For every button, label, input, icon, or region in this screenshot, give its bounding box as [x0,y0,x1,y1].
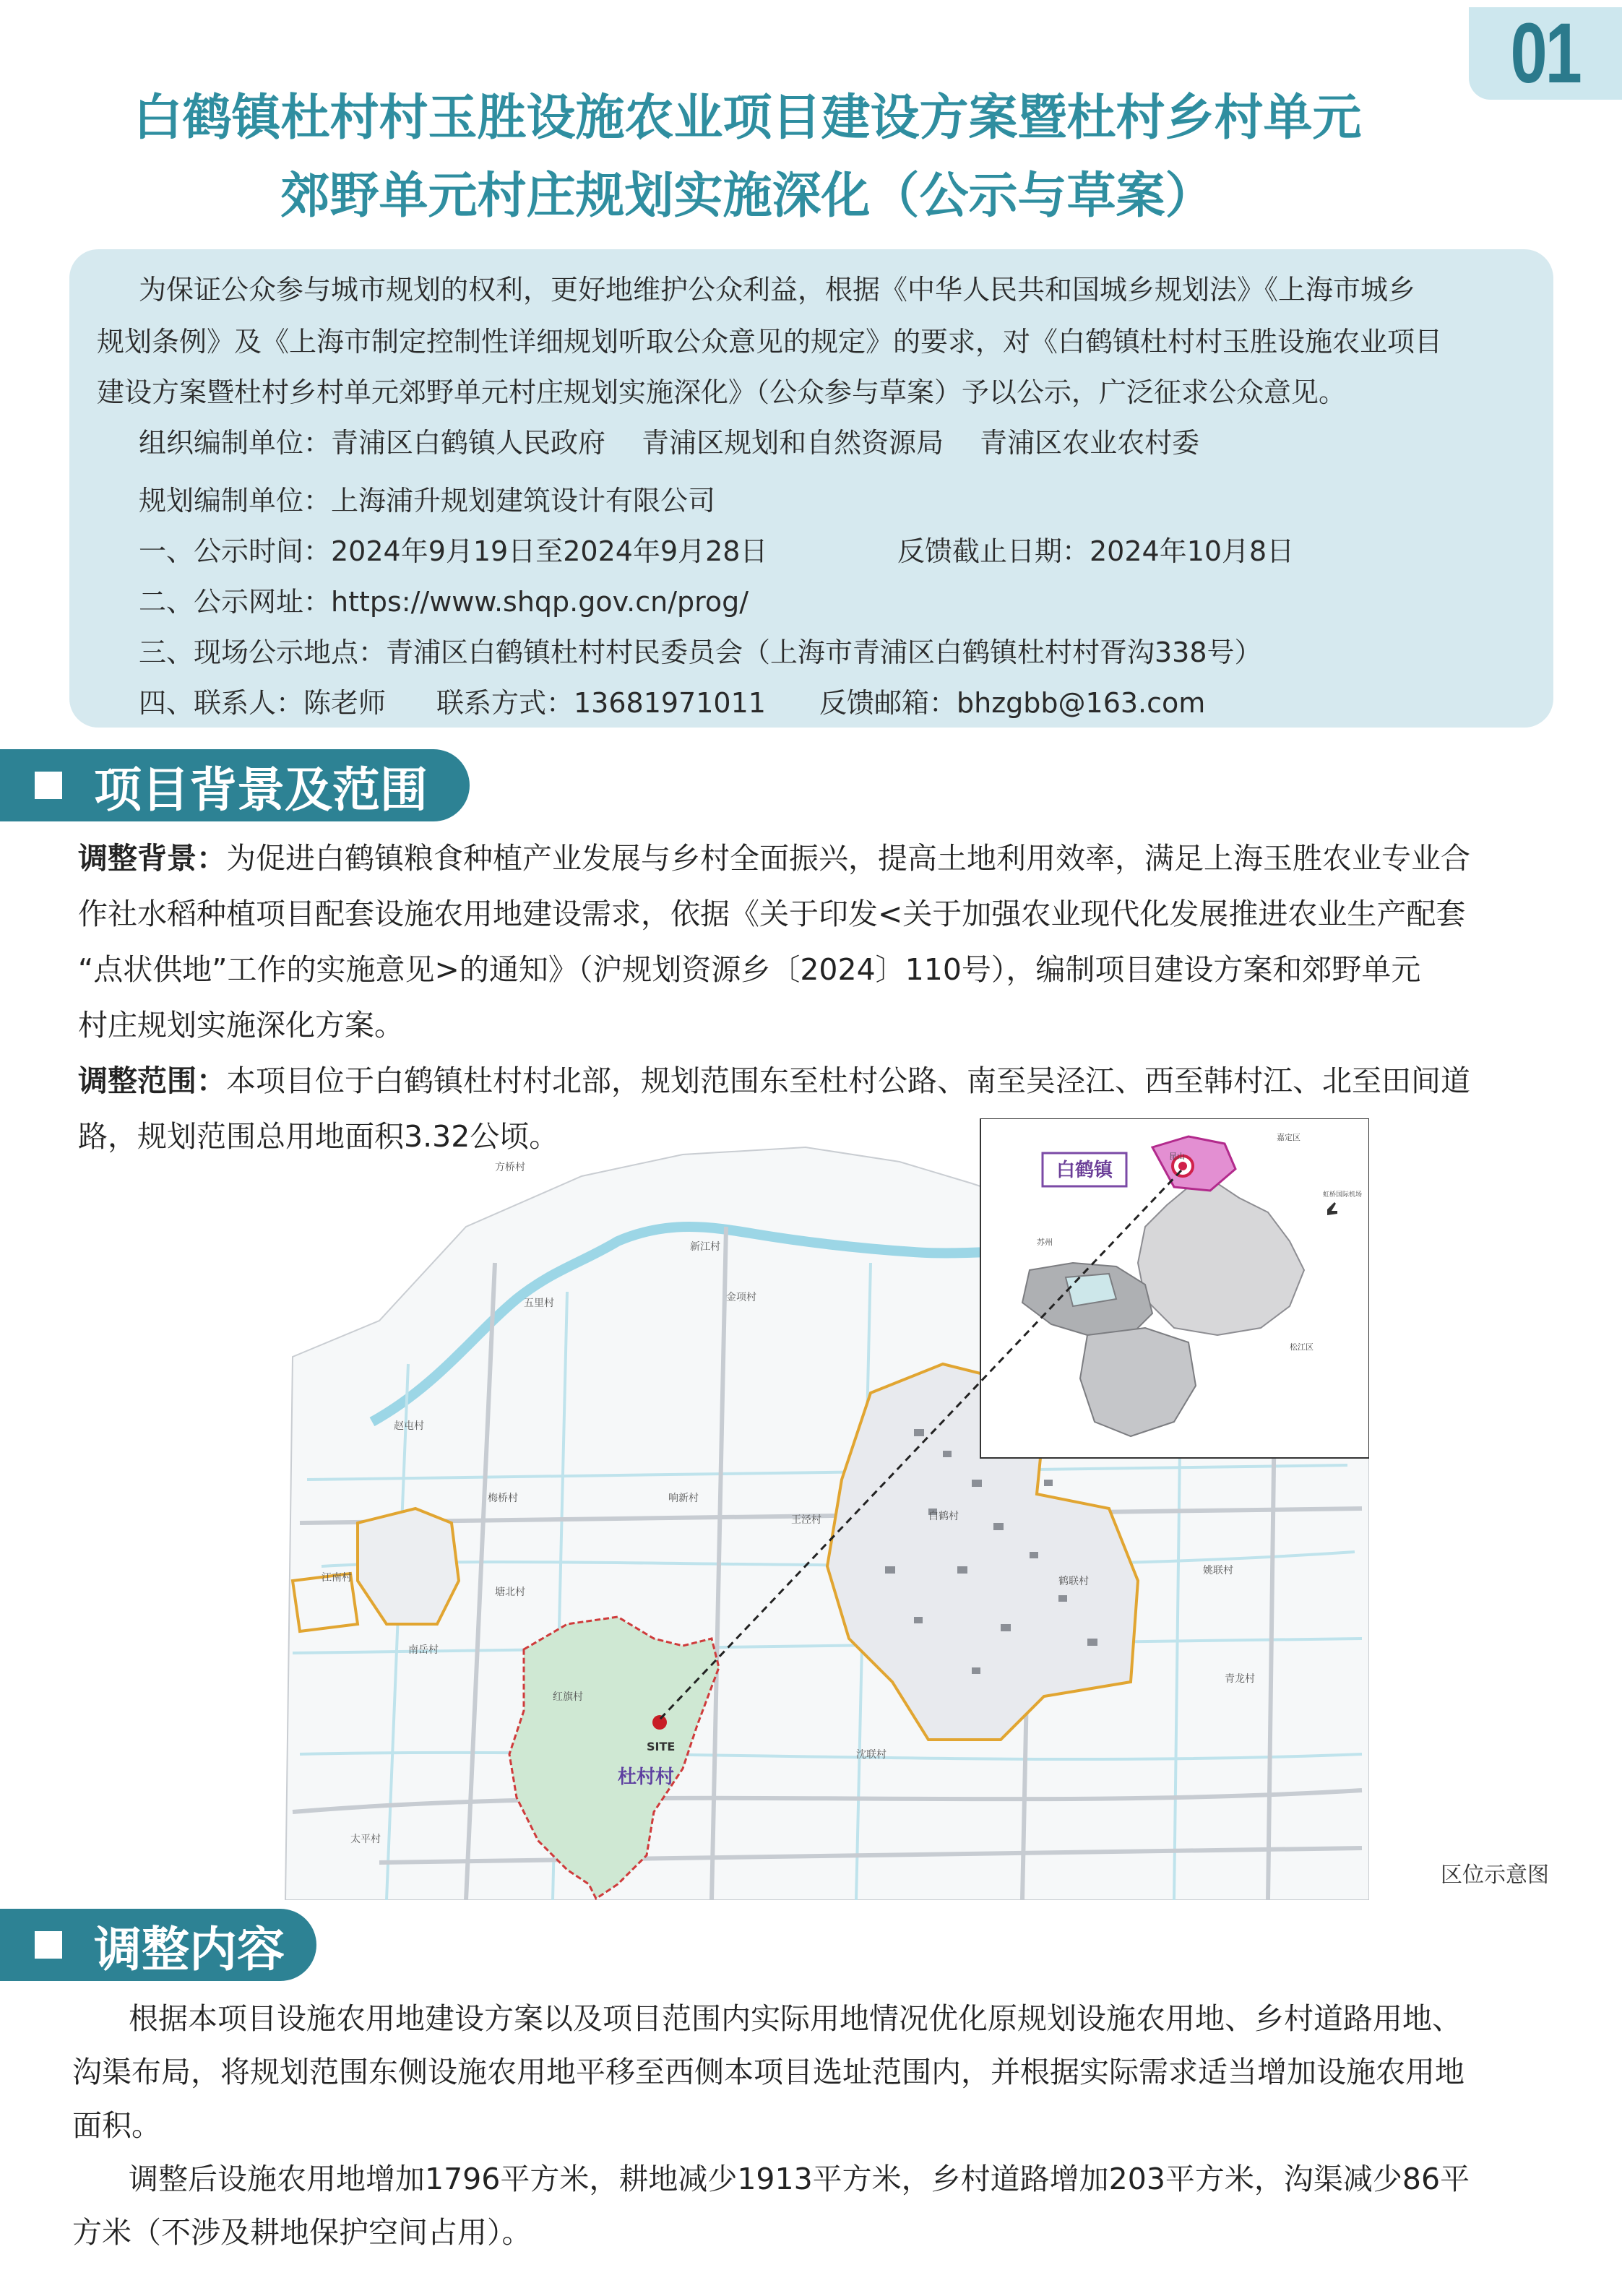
village-name: 姚联村 [1203,1565,1233,1576]
inset-small-label: 虹桥国际机场 [1323,1191,1363,1199]
organizer-values: 青浦区白鹤镇人民政府 青浦区规划和自然资源局 青浦区农业农村委 [331,427,1200,459]
text-line: “点状供地”工作的实施意见>的通知》（沪规划资源乡〔2024〕110号），编制项目建设方案和郊野单元 [78,952,1421,987]
text-line: 根据本项目设施农用地建设方案以及项目范围内实际用地情况优化原规划设施农用地、乡村道路用地、 [129,2001,1462,2036]
village-name: 方桥村 [495,1162,525,1173]
village-name: 王泾村 [791,1514,821,1526]
village-name: 金项村 [726,1292,756,1303]
contact-person: 四、联系人：陈老师 [139,687,387,719]
notice-paragraph-line: 规划条例》及《上海市制定控制性详细规划听取公众意见的规定》的要求，对《白鹤镇杜村村玉胜设施农业项目 [97,326,1443,358]
page-title [0,79,1622,236]
title-line-1: 白鹤镇杜村村玉胜设施农业项目建设方案暨杜村乡村单元 [133,90,1362,147]
background-label: 调整背景： [78,841,226,876]
text-line: 面积。 [72,2108,161,2143]
square-bullet-icon [35,1931,62,1959]
text-line: 路，规划范围总用地面积3.32公顷。 [78,1119,559,1154]
village-name: 塘北村 [495,1587,525,1598]
text-line: 沟渠布局，将规划范围东侧设施农用地平移至西侧本项目选址范围内，并根据实际需求适当增加设施农用地 [72,2055,1464,2089]
page-number: 01 [1510,6,1581,101]
inset-small-label: 嘉定区 [1277,1133,1300,1142]
section-heading-title: 项目背景及范围 [94,761,428,818]
text-line: 本项目位于白鹤镇杜村村北部，规划范围东至杜村公路、南至吴泾江、西至韩村江、北至田间道 [226,1063,1470,1098]
village-name: 沈联村 [856,1749,887,1761]
map-caption: 区位示意图 [1441,1863,1549,1888]
village-name: 响新村 [668,1493,699,1504]
planner-line [139,478,715,518]
section-heading-background [0,749,470,821]
section-heading-title: 调整内容 [94,1921,285,1977]
village-name: 太平村 [350,1834,381,1845]
site-marker-icon [652,1715,667,1730]
site-label: SITE [647,1740,676,1753]
notice-paragraph-line: 建设方案暨杜村乡村单元郊野单元村庄规划实施深化》（公众参与草案）予以公示，广泛征求公众意见。 [97,376,1347,408]
text-line: 作社水稻种植项目配套设施农用地建设需求，依据《关于印发<关于加强农业现代化发展推进农业生产配套 [78,897,1466,931]
title-line-2: 郊野单元村庄规划实施深化（公示与草案） [280,168,1215,225]
village-name: 红旗村 [553,1691,583,1703]
planner-value: 上海浦升规划建筑设计有限公司 [331,485,716,517]
text-line: 村庄规划实施深化方案。 [78,1008,404,1043]
feedback-deadline: 反馈截止日期：2024年10月8日 [897,535,1295,567]
background-text [78,831,1559,1165]
inset-map [980,1118,1369,1458]
adjustment-text [72,1992,1561,2259]
inset-small-label: 昆山 [1169,1152,1185,1161]
location-map [278,1118,1369,1900]
village-name: 新江村 [690,1241,720,1253]
village-name: 五里村 [524,1298,554,1309]
village-label: 杜村村 [618,1766,675,1788]
text-line: 为促进白鹤镇粮食种植产业发展与乡村全面振兴，提高土地利用效率，满足上海玉胜农业专业合 [226,841,1470,876]
scope-label: 调整范围： [78,1063,226,1098]
notice-website[interactable]: 二、公示网址：https://www.shqp.gov.cn/prog/ [139,586,749,618]
inset-small-label: 松江区 [1290,1342,1313,1352]
village-name: 江南村 [322,1572,352,1584]
village-name: 白鹤村 [928,1511,959,1522]
notice-box [69,249,1553,728]
notice-time: 一、公示时间：2024年9月19日至2024年9月28日 [139,535,768,567]
notice-paragraph-line: 为保证公众参与城市规划的权利，更好地维护公众利益，根据《中华人民共和国城乡规划法》《上海市城乡 [139,274,1416,306]
village-name: 青龙村 [1225,1673,1255,1685]
village-name: 南岳村 [408,1644,439,1656]
text-line: 调整后设施农用地增加1796平方米，耕地减少1913平方米，乡村道路增加203平方米，沟渠减少86平 [129,2162,1470,2196]
planner-label: 规划编制单位： [139,485,332,517]
village-name: 赵屯村 [394,1420,424,1432]
contact-phone: 联系方式：13681971011 [436,687,766,719]
village-name: 梅桥村 [488,1493,518,1504]
square-bullet-icon [35,772,62,799]
organizer-label: 组织编制单位： [139,427,332,459]
feedback-email[interactable]: 反馈邮箱：bhzgbb@163.com [819,687,1206,719]
section-heading-background [0,1909,316,1981]
inset-small-label: 苏州 [1037,1238,1053,1247]
village-name: 鹤联村 [1058,1576,1089,1587]
text-line: 方米（不涉及耕地保护空间占用）。 [72,2215,532,2250]
notice-location: 三、现场公示地点：青浦区白鹤镇杜村村民委员会（上海市青浦区白鹤镇杜村村胥沟338号） [139,636,1262,668]
inset-label: 白鹤镇 [1056,1160,1113,1181]
organizer-line [139,420,1199,460]
